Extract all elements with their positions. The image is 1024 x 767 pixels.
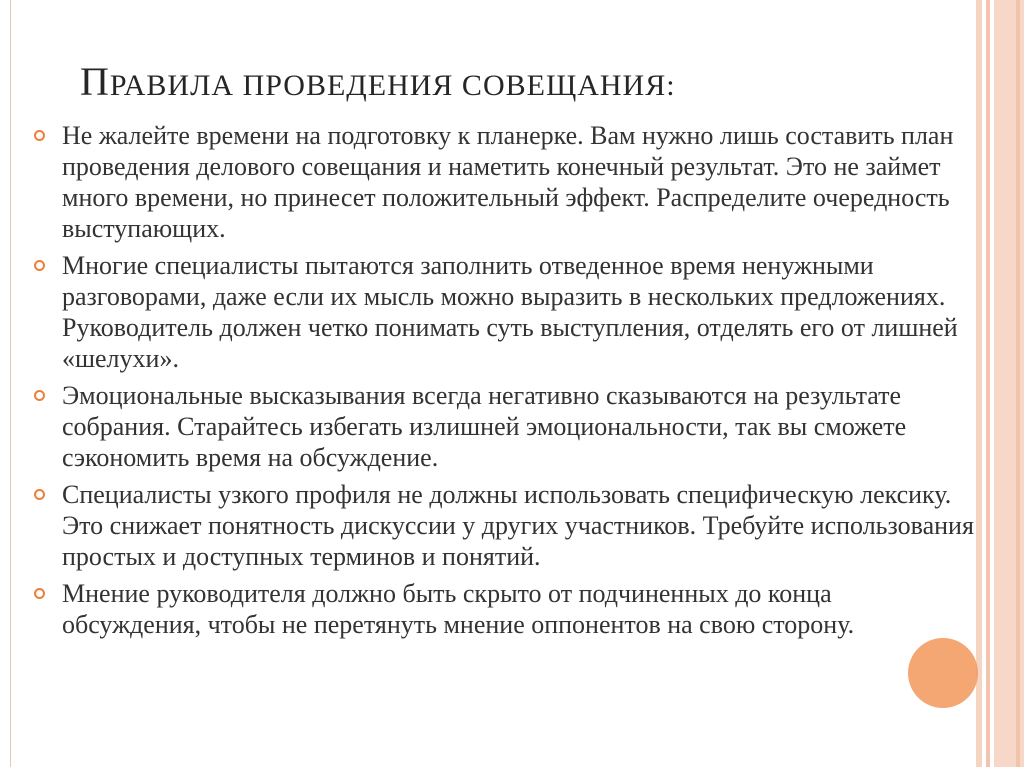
- slide-title-rest: РАВИЛА ПРОВЕДЕНИЯ СОВЕЩАНИЯ:: [109, 69, 676, 102]
- list-item: [34, 250, 974, 374]
- list-item: [34, 380, 974, 473]
- slide-title: [80, 58, 676, 105]
- list-item-text: Мнение руководителя должно быть скрыто от подчиненных до конца обсуждения, чтобы не перетянуть мнение оппонентов на свою сторону.: [62, 579, 855, 639]
- decorative-stripes: [976, 0, 1024, 767]
- bullet-list: [34, 120, 974, 646]
- list-item-text: Не жалейте времени на подготовку к планерке. Вам нужно лишь составить план проведения делового совещания и наметить конечный результат. Это не займет много времени, но принесет положительный эффект. Распределите очередность выступающих.: [62, 121, 954, 243]
- bullet-circle-icon: [34, 390, 45, 401]
- list-item-text: Многие специалисты пытаются заполнить отведенное время ненужными разговорами, даже если их мысль можно выразить в нескольких предложениях. Руководитель должен четко понимать суть выступления, отделять его от лишней «шелухи».: [62, 251, 958, 373]
- slide-title-initial: П: [80, 59, 110, 104]
- list-item: [34, 479, 974, 572]
- list-item-text: Эмоциональные высказывания всегда негативно сказываются на результате собрания. Старайтесь избегать излишней эмоциональности, так вы сможете сэкономить время на обсуждение.: [62, 381, 907, 472]
- bullet-circle-icon: [34, 489, 45, 500]
- list-item: [34, 578, 974, 640]
- bullet-circle-icon: [34, 260, 45, 271]
- bullet-circle-icon: [34, 588, 45, 599]
- bullet-circle-icon: [34, 130, 45, 141]
- list-item: [34, 120, 974, 244]
- list-item-text: Специалисты узкого профиля не должны использовать специфическую лексику. Это снижает понятность дискуссии у других участников. Требуйте использования простых и доступных терминов и понятий.: [62, 480, 974, 571]
- decorative-circle: [908, 638, 978, 708]
